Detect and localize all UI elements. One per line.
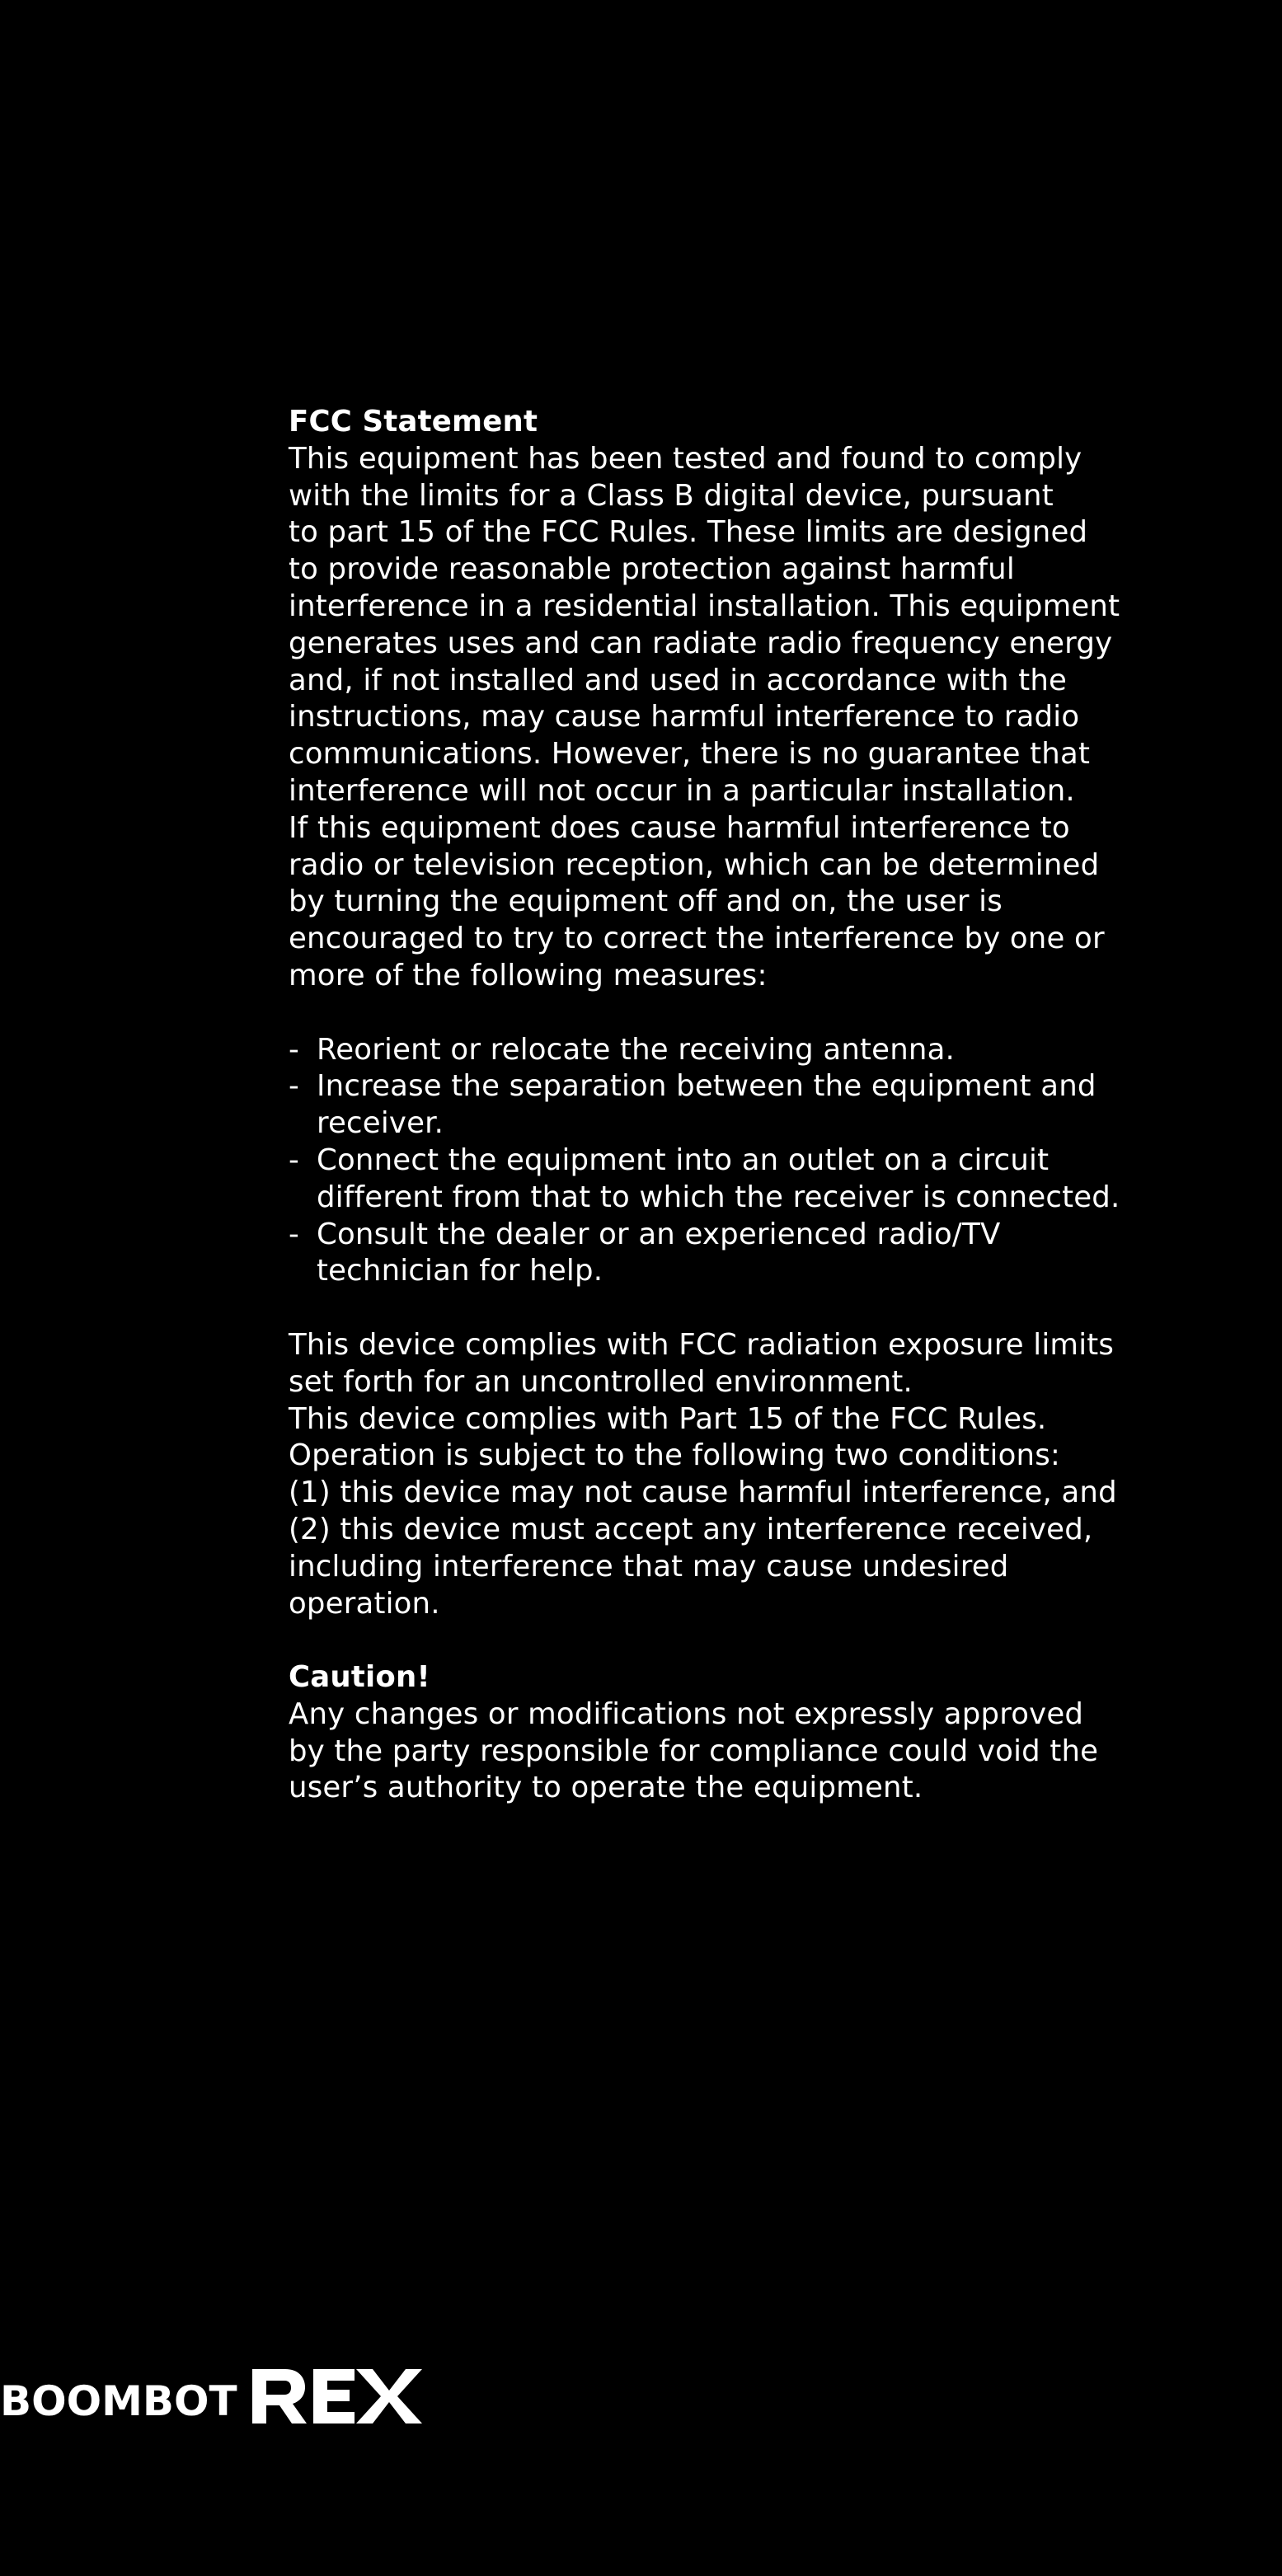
measure-line: Consult the dealer or an experienced radio/TV	[317, 1217, 1001, 1251]
measure-line: receiver.	[317, 1106, 444, 1141]
compliance-line: This device complies with FCC radiation exposure limits	[289, 1327, 1115, 1362]
fcc-statement-body	[289, 441, 1146, 995]
measure-item	[289, 1068, 1146, 1143]
statement-line: generates uses and can radiate radio frequency energy	[289, 626, 1113, 660]
rex-logo-icon	[249, 2367, 424, 2425]
statement-line: more of the following measures:	[289, 958, 768, 992]
compliance-line: Operation is subject to the following two conditions:	[289, 1438, 1061, 1473]
boombot-rex-logo	[0, 2359, 424, 2425]
statement-line: encouraged to try to correct the interference by one or	[289, 922, 1105, 956]
caution-heading: Caution!	[289, 1660, 430, 1695]
measure-item	[289, 1143, 1146, 1217]
measure-line: Increase the separation between the equipment and	[317, 1069, 1097, 1104]
statement-line: radio or television reception, which can be determined	[289, 847, 1100, 882]
compliance-body	[289, 1327, 1146, 1622]
bullet-dash: -	[289, 1069, 300, 1104]
spacer	[289, 995, 1146, 1032]
statement-line: interference will not occur in a particular installation.	[289, 773, 1075, 808]
measures-list	[289, 1032, 1146, 1291]
statement-line: If this equipment does cause harmful interference to	[289, 810, 1070, 845]
compliance-line: set forth for an uncontrolled environment.	[289, 1364, 913, 1399]
caution-body	[289, 1696, 1146, 1807]
caution-line: user’s authority to operate the equipment.	[289, 1771, 923, 1805]
bullet-dash: -	[289, 1217, 300, 1251]
bullet-dash: -	[289, 1143, 300, 1177]
statement-line: and, if not installed and used in accordance with the	[289, 663, 1068, 697]
compliance-line: (1) this device may not cause harmful interference, and	[289, 1476, 1117, 1510]
logo-wordmark: BOOMBOT	[0, 2377, 237, 2425]
compliance-line: operation.	[289, 1586, 440, 1621]
statement-line: instructions, may cause harmful interference to radio	[289, 700, 1080, 734]
caution-line: by the party responsible for compliance could void the	[289, 1734, 1099, 1768]
statement-line: with the limits for a Class B digital device, pursuant	[289, 478, 1054, 513]
caution-line: Any changes or modifications not expressly approved	[289, 1696, 1084, 1731]
measure-line: technician for help.	[317, 1254, 603, 1288]
measure-line: Reorient or relocate the receiving antenna.	[317, 1032, 956, 1067]
fcc-document	[289, 404, 1146, 1807]
measure-line: Connect the equipment into an outlet on a circuit	[317, 1143, 1050, 1177]
measure-line: different from that to which the receiver is connected.	[317, 1180, 1120, 1214]
bullet-dash: -	[289, 1032, 300, 1067]
compliance-line: including interference that may cause undesired	[289, 1549, 1009, 1584]
statement-line: communications. However, there is no guarantee that	[289, 737, 1091, 772]
spacer	[289, 1290, 1146, 1327]
measure-item	[289, 1217, 1146, 1291]
spacer	[289, 1622, 1146, 1659]
statement-line: to part 15 of the FCC Rules. These limits are designed	[289, 515, 1088, 550]
fcc-statement-heading: FCC Statement	[289, 405, 538, 439]
statement-line: by turning the equipment off and on, the user is	[289, 884, 1003, 919]
compliance-line: (2) this device must accept any interference received,	[289, 1512, 1093, 1546]
statement-line: to provide reasonable protection against harmful	[289, 552, 1015, 587]
measure-item	[289, 1032, 1146, 1069]
statement-line: This equipment has been tested and found to comply	[289, 441, 1082, 476]
compliance-line: This device complies with Part 15 of the FCC Rules.	[289, 1401, 1047, 1436]
statement-line: interference in a residential installation. This equipment	[289, 589, 1120, 623]
